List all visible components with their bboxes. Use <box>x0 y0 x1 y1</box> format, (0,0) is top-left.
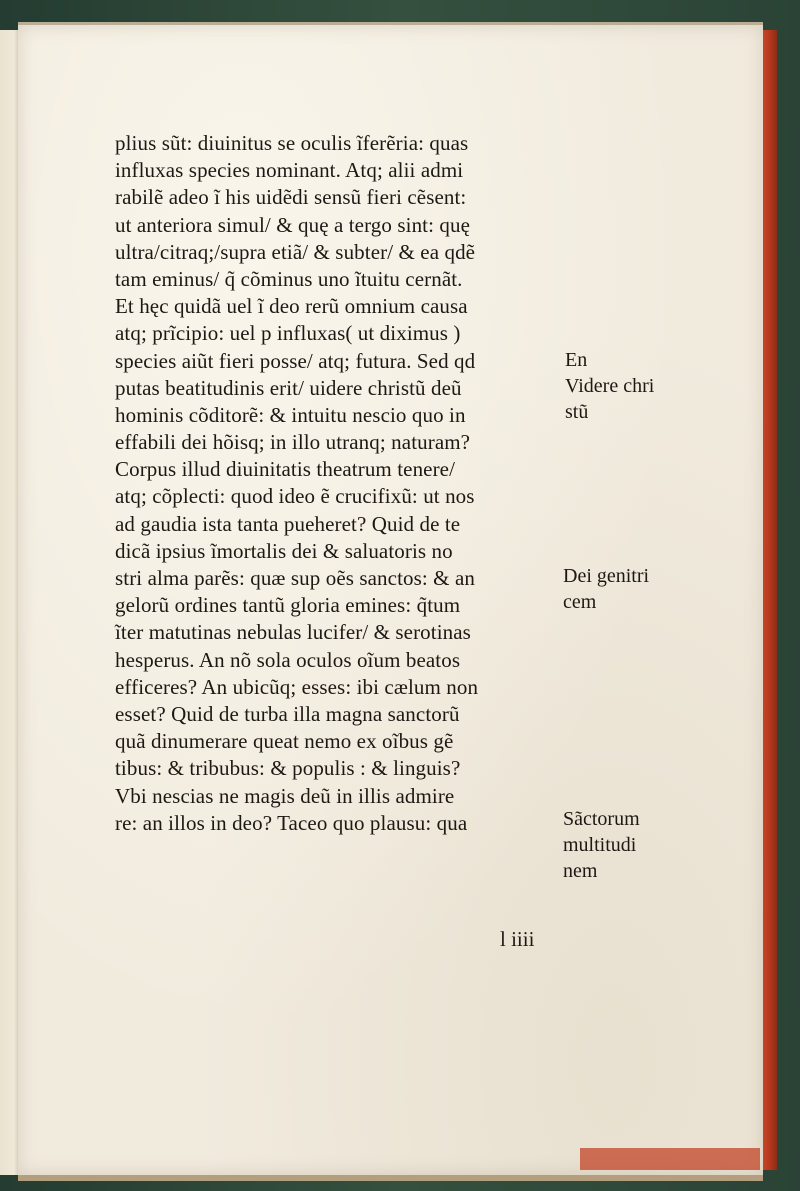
margin-note-line: Dei genitri <box>563 565 650 587</box>
text-line: atq; cõplecti: quod ideo ẽ crucifixũ: ut nos <box>115 484 475 509</box>
text-line: influxas species nominant. Atq; alii admi <box>115 158 464 183</box>
margin-note-line: En <box>565 349 588 371</box>
text-line: ad gaudia ista tanta pueheret? Quid de te <box>115 511 461 536</box>
text-line: hesperus. An nõ sola oculos oĩum beatos <box>115 647 461 672</box>
margin-note-line: cem <box>563 591 597 613</box>
text-line: esset? Quid de turba illa magna sanctorũ <box>115 701 460 726</box>
margin-note-line: Sãctorum <box>563 808 640 830</box>
text-line: dicã ipsius ĩmortalis dei & saluatoris no <box>115 538 453 563</box>
text-line: gelorũ ordines tantũ gloria emines: q̃tum <box>115 593 461 618</box>
text-line: species aiũt fieri posse/ atq; futura. Sed qd <box>115 348 476 373</box>
text-line: plius sũt: diuinitus se oculis ĩferẽria: quas <box>115 131 469 155</box>
margin-note-line: multitudi <box>563 834 637 856</box>
text-line: hominis cõditorẽ: & intuitu nescio quo in <box>115 402 466 427</box>
text-line: Corpus illud diuinitatis theatrum tenere/ <box>115 457 456 482</box>
main-text-block <box>115 130 555 837</box>
text-line: effabili dei hõisq; in illo utranq; naturam? <box>115 430 471 455</box>
text-line: tam eminus/ q̃ cõminus uno ĩtuitu cernãt. <box>115 266 463 291</box>
text-line: ut anteriora simul/ & quę a tergo sint: quę <box>115 212 471 237</box>
text-line: ultra/citraq;/supra etiã/ & subter/ & ea qdẽ <box>115 239 476 264</box>
text-line: quã dinumerare queat nemo ex oĩbus gẽ <box>115 729 454 754</box>
text-line: atq; prĩcipio: uel p influxas( ut diximus ) <box>115 321 461 346</box>
margin-note-en <box>565 347 654 425</box>
margin-note-sanctorum <box>563 806 640 884</box>
text-line: efficeres? An ubicũq; esses: ibi cælum non <box>115 674 479 699</box>
text-line: Et hęc quidã uel ĩ deo rerũ omnium causa <box>115 294 468 319</box>
margin-note-line: stũ <box>565 401 589 423</box>
text-line: stri alma parẽs: quæ sup oẽs sanctos: & an <box>115 566 475 590</box>
margin-note-line: Videre chri <box>565 375 655 397</box>
page-stain <box>580 1148 760 1170</box>
margin-note-dei-genitricem <box>563 563 649 615</box>
text-line: rabilẽ adeo ĩ his uidẽdi sensũ fieri cẽsent: <box>115 185 467 210</box>
signature-mark: l iiii <box>500 927 535 951</box>
text-line: ĩter matutinas nebulas lucifer/ & serotinas <box>115 620 471 645</box>
margin-note-line: nem <box>563 860 598 882</box>
red-page-edge <box>761 30 777 1170</box>
text-line: re: an illos in deo? Taceo quo plausu: qua <box>115 810 468 835</box>
text-line: Vbi nescias ne magis deũ in illis admire <box>115 783 455 808</box>
text-line: tibus: & tribubus: & populis : & linguis? <box>115 756 461 781</box>
text-line: putas beatitudinis erit/ uidere christũ deũ <box>115 375 462 400</box>
